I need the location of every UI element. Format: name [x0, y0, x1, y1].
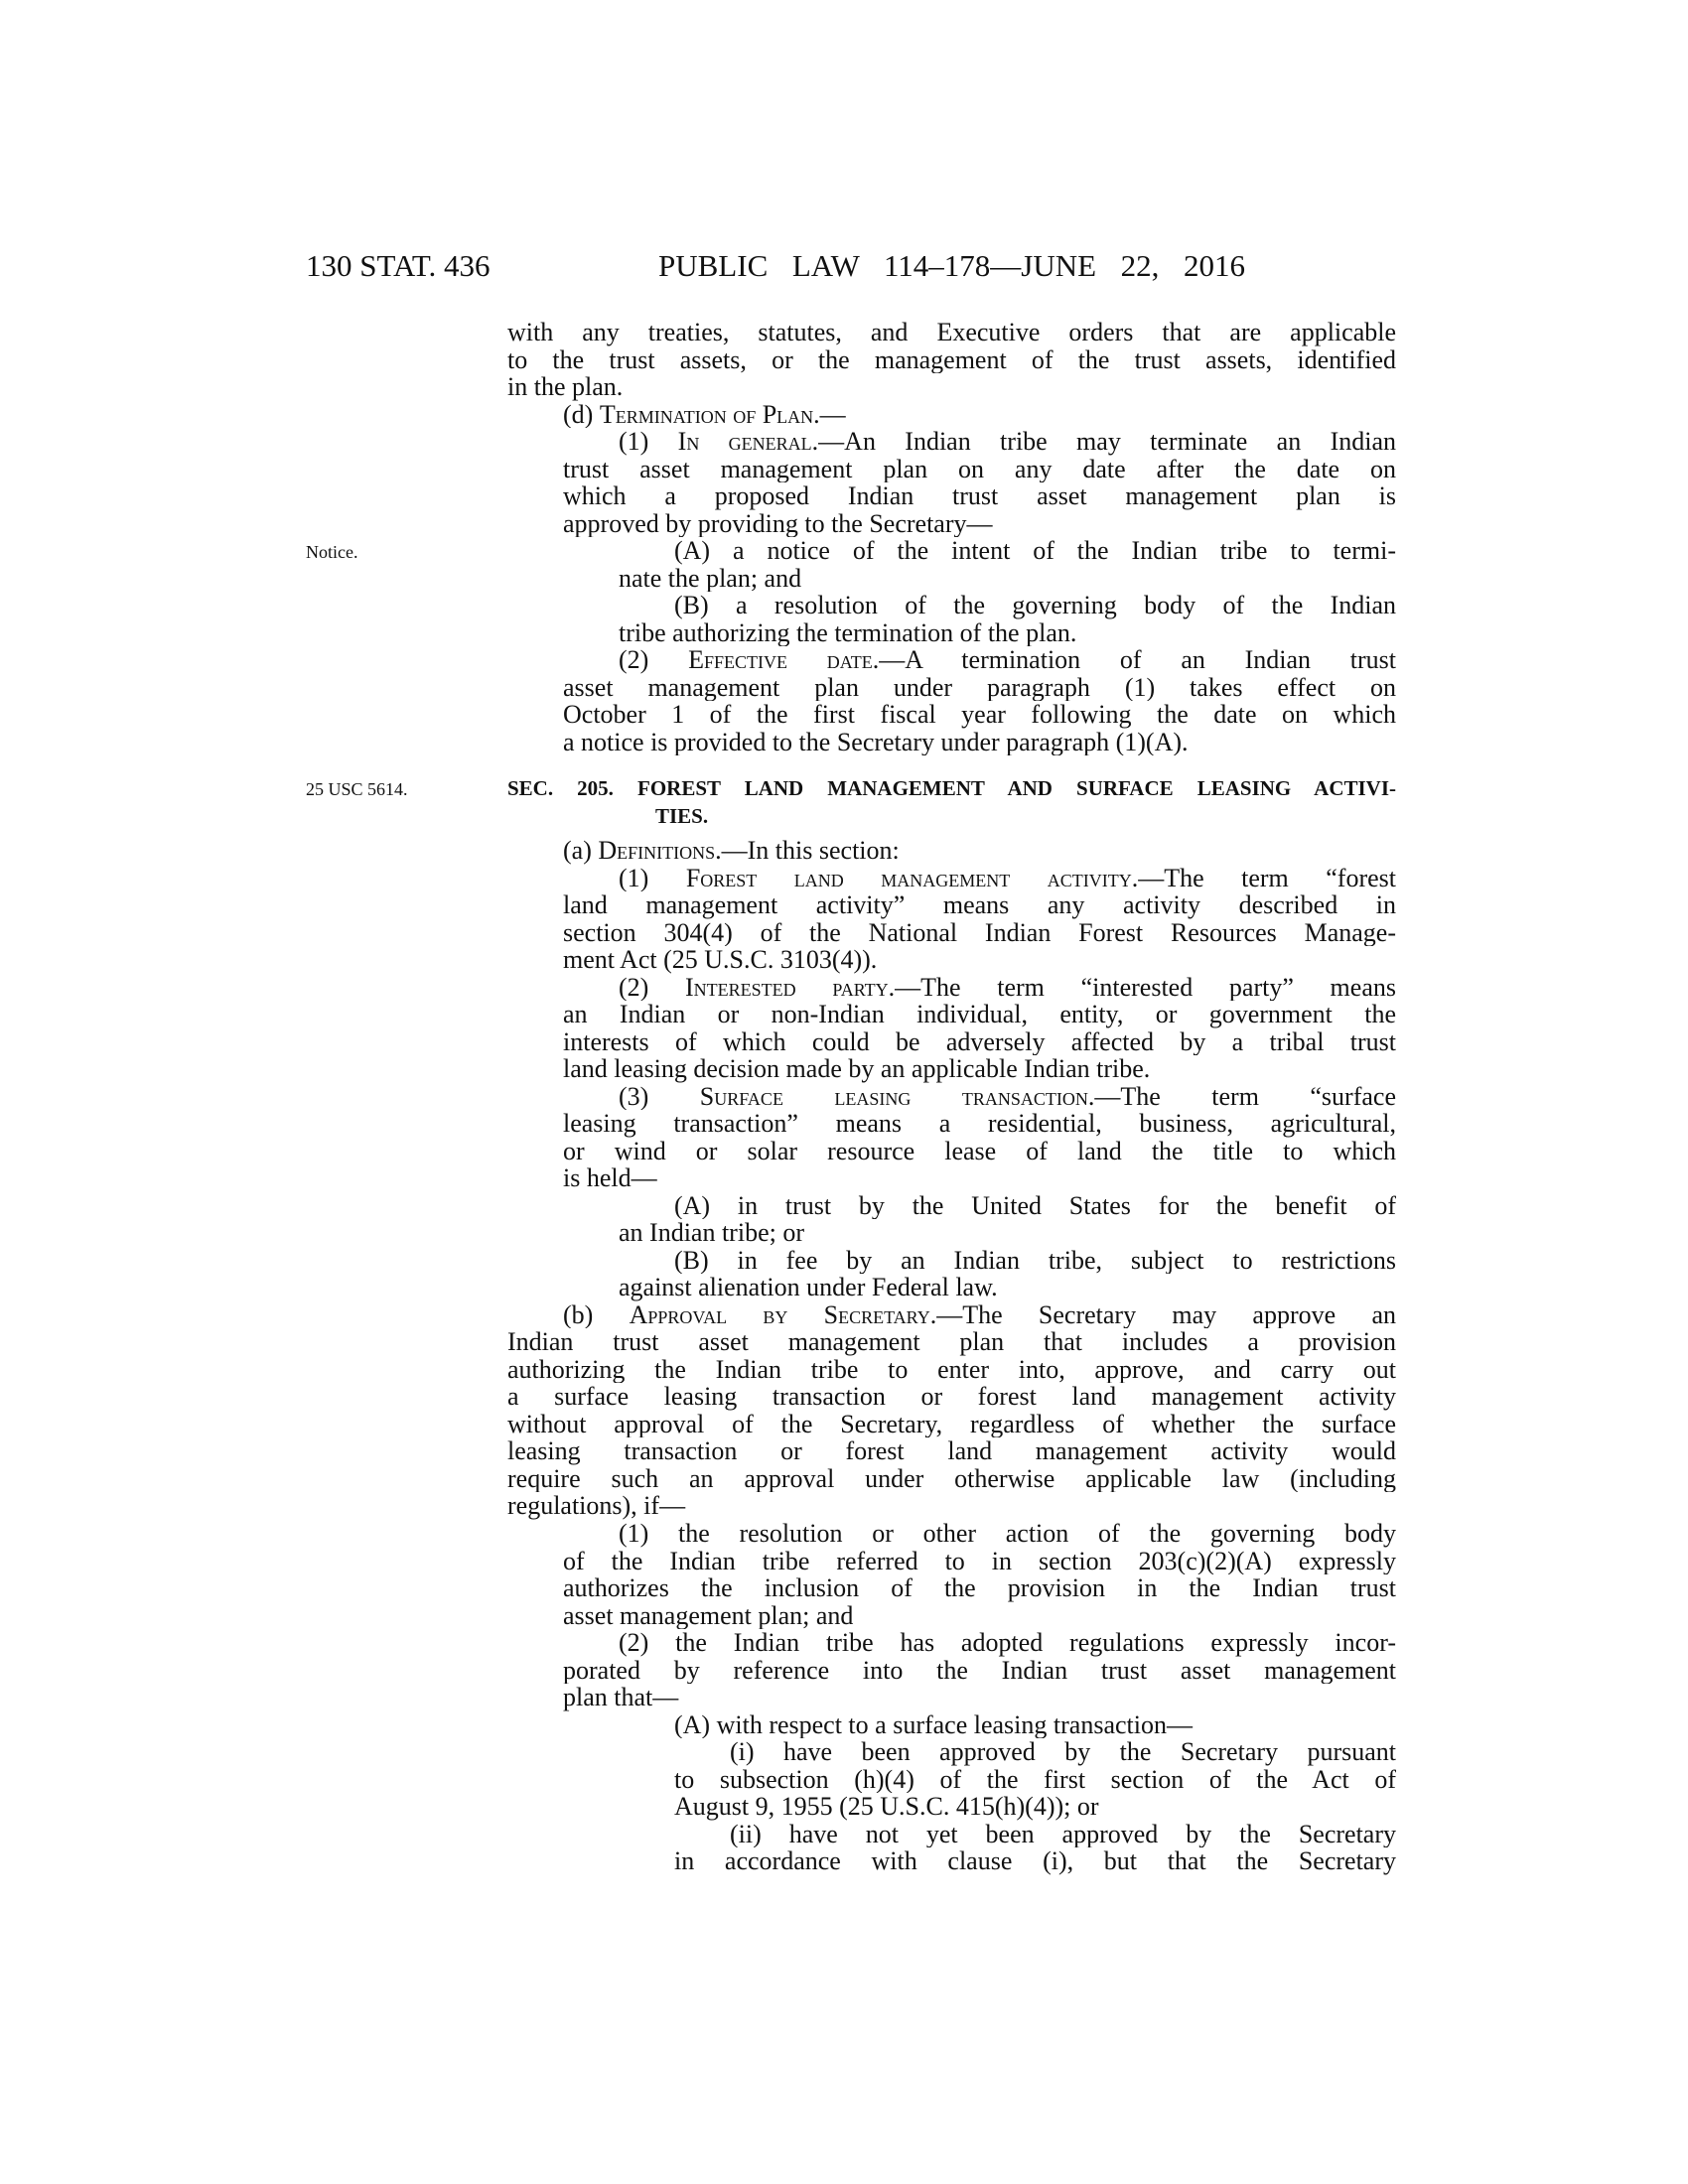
line-text: land leasing decision made by an applicable Indian tribe. — [563, 1055, 1151, 1083]
line-text: require such an approval under otherwise applicable law (including — [507, 1464, 1396, 1493]
paragraph-heading: Interested party. — [685, 973, 896, 1002]
line-text: — — [819, 400, 846, 429]
paragraph-heading: Surface leasing transaction. — [699, 1082, 1095, 1111]
text-line — [507, 1492, 1396, 1520]
line-text: (A) in trust by the United States for the benefit of — [674, 1191, 1396, 1220]
text-line — [674, 1711, 1396, 1739]
text-line — [563, 701, 1396, 729]
text-line — [730, 1738, 1396, 1766]
line-text: —In this section: — [721, 837, 900, 865]
line-text: interests of which could be adversely affected by a tribal trust — [563, 1027, 1396, 1056]
line-text: to subsection (h)(4) of the first section of the Act of — [674, 1765, 1396, 1794]
text-line — [563, 1138, 1396, 1165]
line-text: which a proposed Indian trust asset management plan is — [563, 482, 1396, 510]
line-text: October 1 of the first fiscal year following the date on which — [563, 701, 1396, 729]
text-line — [563, 1684, 1396, 1711]
line-text: leasing transaction or forest land management activity would — [507, 1437, 1396, 1465]
line-text: plan that— — [563, 1684, 679, 1711]
text-line — [619, 1274, 1396, 1301]
line-text: leasing transaction” means a residential, business, agricultural, — [563, 1110, 1396, 1138]
line-text: is held— — [563, 1164, 657, 1192]
text-line — [563, 837, 1396, 865]
section-heading-continued: TIES. — [655, 803, 709, 828]
line-text: or wind or solar resource lease of land the title to which — [563, 1137, 1396, 1165]
text-line — [563, 729, 1396, 756]
line-text: (B) in fee by an Indian tribe, subject to restrictions — [674, 1246, 1396, 1275]
line-text: —The term “surface — [1094, 1082, 1396, 1111]
paragraph-label: (3) — [619, 1082, 700, 1111]
line-text: ment Act (25 U.S.C. 3103(4)). — [563, 946, 878, 974]
text-line — [619, 974, 1396, 1002]
text-line — [563, 946, 1396, 974]
text-line — [563, 401, 1396, 429]
text-line — [507, 1328, 1396, 1356]
text-line — [563, 919, 1396, 947]
text-line — [619, 1629, 1396, 1657]
line-text: approved by providing to the Secretary— — [563, 509, 993, 538]
text-line — [507, 373, 1396, 401]
text-line — [563, 1301, 1396, 1329]
line-text: Indian trust asset management plan that includes a provision — [507, 1328, 1396, 1356]
line-text: trust asset management plan on any date after the date on — [563, 455, 1396, 483]
paragraph-heading: Approval by Secretary. — [629, 1300, 937, 1329]
text-line — [563, 674, 1396, 702]
line-text: in the plan. — [507, 373, 624, 401]
text-line — [619, 865, 1396, 892]
line-text: without approval of the Secretary, regardless of whether the surface — [507, 1410, 1396, 1438]
text-line — [619, 565, 1396, 593]
margin-note-usc-citation: 25 USC 5614. — [306, 779, 408, 799]
paragraph-heading: Definitions. — [598, 837, 722, 865]
section-heading: SEC. 205. FOREST LAND MANAGEMENT AND SURFACE LEASING ACTIVI- — [507, 776, 1396, 800]
text-line — [563, 1001, 1396, 1028]
line-text: —The Secretary may approve an — [936, 1300, 1396, 1329]
text-line — [674, 592, 1396, 619]
text-line — [563, 1574, 1396, 1602]
paragraph-label: (b) — [563, 1300, 630, 1329]
paragraph-heading: In general. — [677, 428, 819, 456]
line-text: land management activity” means any activity described in — [563, 891, 1396, 919]
text-line — [674, 1247, 1396, 1275]
line-text: (ii) have not yet been approved by the Secretary — [730, 1820, 1396, 1848]
line-text: —The term “interested party” means — [895, 973, 1396, 1002]
paragraph-label: (2) — [619, 973, 686, 1002]
paragraph-label: (1) — [619, 428, 678, 456]
text-line — [563, 1548, 1396, 1575]
text-line — [563, 510, 1396, 538]
line-text: (A) a notice of the intent of the Indian tribe to termi- — [674, 537, 1396, 565]
text-line — [674, 1847, 1396, 1875]
text-line — [507, 1383, 1396, 1411]
running-title: PUBLIC LAW 114–178—JUNE 22, 2016 — [658, 248, 1245, 283]
line-text: an Indian or non-Indian individual, entity, or government the — [563, 1001, 1396, 1028]
line-text: section 304(4) of the National Indian Forest Resources Manage- — [563, 918, 1396, 947]
line-text: regulations), if— — [507, 1492, 686, 1520]
line-text: asset management plan; and — [563, 1601, 854, 1630]
line-text: (B) a resolution of the governing body of the Indian — [674, 592, 1396, 619]
line-text: (A) with respect to a surface leasing transaction— — [674, 1710, 1193, 1739]
line-text: authorizes the inclusion of the provision in the Indian trust — [563, 1574, 1396, 1602]
text-line — [619, 1520, 1396, 1548]
text-line — [563, 1028, 1396, 1056]
line-text: (i) have been approved by the Secretary pursuant — [730, 1738, 1396, 1766]
line-text: August 9, 1955 (25 U.S.C. 415(h)(4)); or — [674, 1793, 1099, 1821]
line-text: nate the plan; and — [619, 564, 802, 593]
text-line — [619, 619, 1396, 647]
text-line — [563, 1657, 1396, 1685]
line-text: —An Indian tribe may terminate an Indian — [818, 428, 1396, 456]
page-number: 130 STAT. 436 — [306, 248, 491, 283]
text-line — [619, 1219, 1396, 1247]
text-line — [563, 456, 1396, 483]
text-line — [507, 1411, 1396, 1438]
text-line — [674, 1192, 1396, 1220]
text-line — [507, 319, 1396, 346]
paragraph-heading: Forest land management activity. — [685, 864, 1139, 892]
text-line — [563, 482, 1396, 510]
line-text: (2) the Indian tribe has adopted regulations expressly incor- — [619, 1629, 1396, 1657]
text-line — [619, 428, 1396, 456]
line-text: against alienation under Federal law. — [619, 1274, 998, 1301]
margin-note-notice: Notice. — [306, 542, 358, 562]
text-line — [674, 1793, 1396, 1821]
paragraph-label: (d) — [563, 400, 600, 429]
text-line — [563, 1164, 1396, 1192]
line-text: porated by reference into the Indian trust asset management — [563, 1656, 1396, 1685]
line-text: —A termination of an Indian trust — [879, 646, 1396, 674]
text-line — [507, 1465, 1396, 1493]
line-text: asset management plan under paragraph (1) takes effect on — [563, 673, 1396, 702]
line-text: with any treaties, statutes, and Executive orders that are applicable — [507, 319, 1396, 346]
line-text: a surface leasing transaction or forest land management activity — [507, 1383, 1396, 1411]
paragraph-heading: Termination of Plan. — [599, 400, 820, 429]
line-text: —The term “forest — [1138, 864, 1396, 892]
text-line — [507, 1437, 1396, 1465]
line-text: of the Indian tribe referred to in section 203(c)(2)(A) expressly — [563, 1547, 1396, 1575]
line-text: to the trust assets, or the management of the trust assets, identified — [507, 345, 1396, 374]
text-line — [507, 346, 1396, 374]
line-text: authorizing the Indian tribe to enter into, approve, and carry out — [507, 1355, 1396, 1384]
text-line — [507, 1356, 1396, 1384]
text-line — [619, 646, 1396, 674]
line-text: a notice is provided to the Secretary under paragraph (1)(A). — [563, 728, 1189, 756]
text-line — [730, 1821, 1396, 1848]
text-line — [563, 1602, 1396, 1630]
line-text: an Indian tribe; or — [619, 1219, 804, 1247]
text-line — [563, 1055, 1396, 1083]
text-line — [619, 1083, 1396, 1111]
text-line — [674, 1766, 1396, 1794]
paragraph-label: (a) — [563, 837, 599, 865]
text-line — [563, 1110, 1396, 1138]
text-line — [674, 537, 1396, 565]
paragraph-heading: Effective date. — [688, 646, 880, 674]
paragraph-label: (2) — [619, 646, 689, 674]
line-text: in accordance with clause (i), but that the Secretary — [674, 1847, 1396, 1875]
paragraph-label: (1) — [619, 864, 686, 892]
line-text: tribe authorizing the termination of the plan. — [619, 618, 1077, 647]
text-line — [563, 891, 1396, 919]
line-text: (1) the resolution or other action of the governing body — [619, 1520, 1396, 1548]
